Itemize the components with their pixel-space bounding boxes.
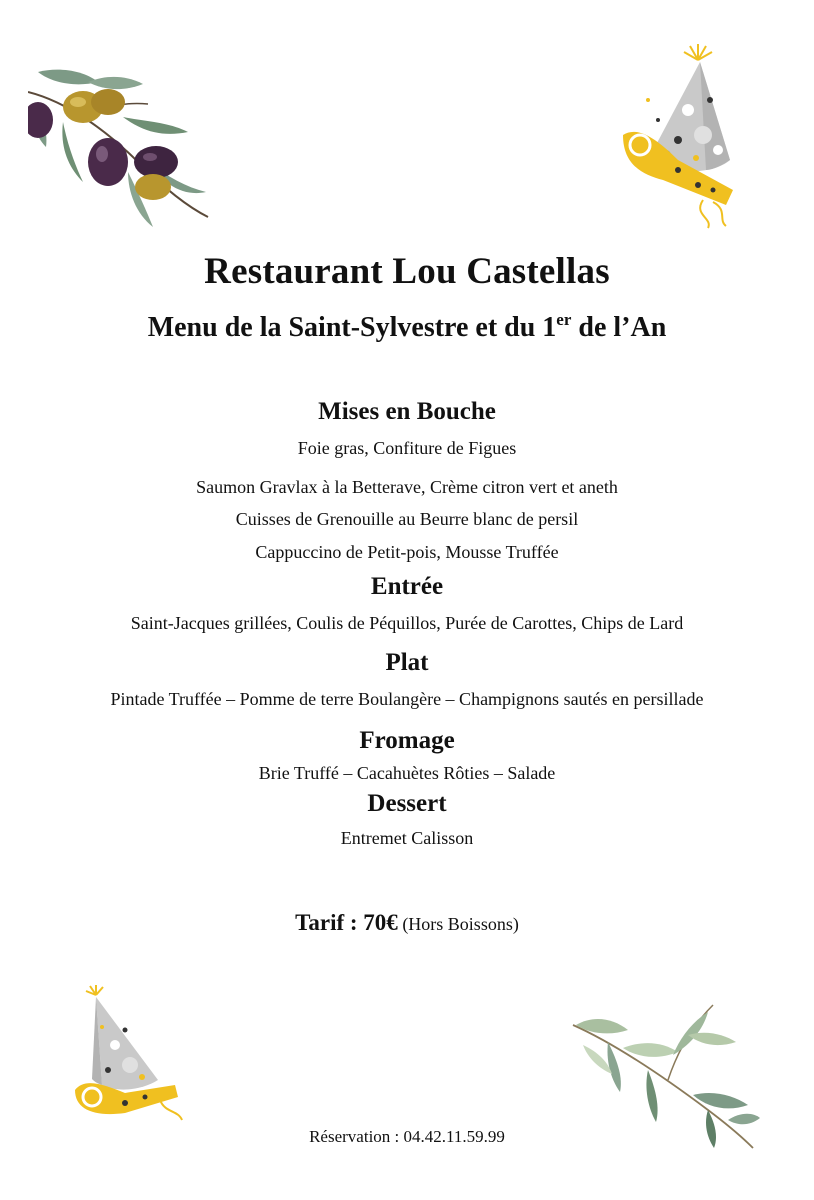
section-title-entree: Entrée: [370, 573, 444, 600]
menu-item: Pintade Truffée – Pomme de terre Boulangère – Champignons sautés en persillade: [110, 689, 704, 709]
section-title-plat: Plat: [385, 649, 429, 676]
section-title-fromage: Fromage: [359, 727, 455, 754]
party-hat-icon: [70, 985, 188, 1125]
menu-item: Entremet Calisson: [340, 828, 474, 848]
price-note: (Hors Boissons): [402, 914, 519, 934]
menu-subtitle: [0, 312, 814, 344]
reservation-phone: Réservation : 04.42.11.59.99: [309, 1127, 505, 1146]
menu-item: Saumon Gravlax à la Betterave, Crème citron vert et aneth: [196, 477, 618, 497]
price-label: Tarif : 70€: [295, 910, 398, 935]
subtitle-main: Menu de la Saint-Sylvestre et du 1: [147, 312, 557, 343]
section-title-dessert: Dessert: [367, 790, 447, 817]
subtitle-end: de l’An: [571, 312, 667, 343]
menu-item: Cappuccino de Petit-pois, Mousse Truffée: [255, 542, 559, 562]
section-title-mises-en-bouche: Mises en Bouche: [318, 398, 496, 425]
subtitle-superscript: er: [556, 310, 572, 329]
party-hat-icon: [618, 40, 758, 230]
menu-item: Brie Truffé – Cacahuètes Rôties – Salade: [258, 763, 556, 783]
menu-item: Foie gras, Confiture de Figues: [297, 438, 517, 458]
menu-item: Cuisses de Grenouille au Beurre blanc de persil: [235, 509, 579, 529]
restaurant-title: Restaurant Lou Castellas: [204, 251, 610, 292]
price-line: [0, 910, 814, 936]
olive-branch-icon: [28, 62, 213, 232]
menu-item: Saint-Jacques grillées, Coulis de Péquillos, Purée de Carottes, Chips de Lard: [130, 613, 684, 633]
